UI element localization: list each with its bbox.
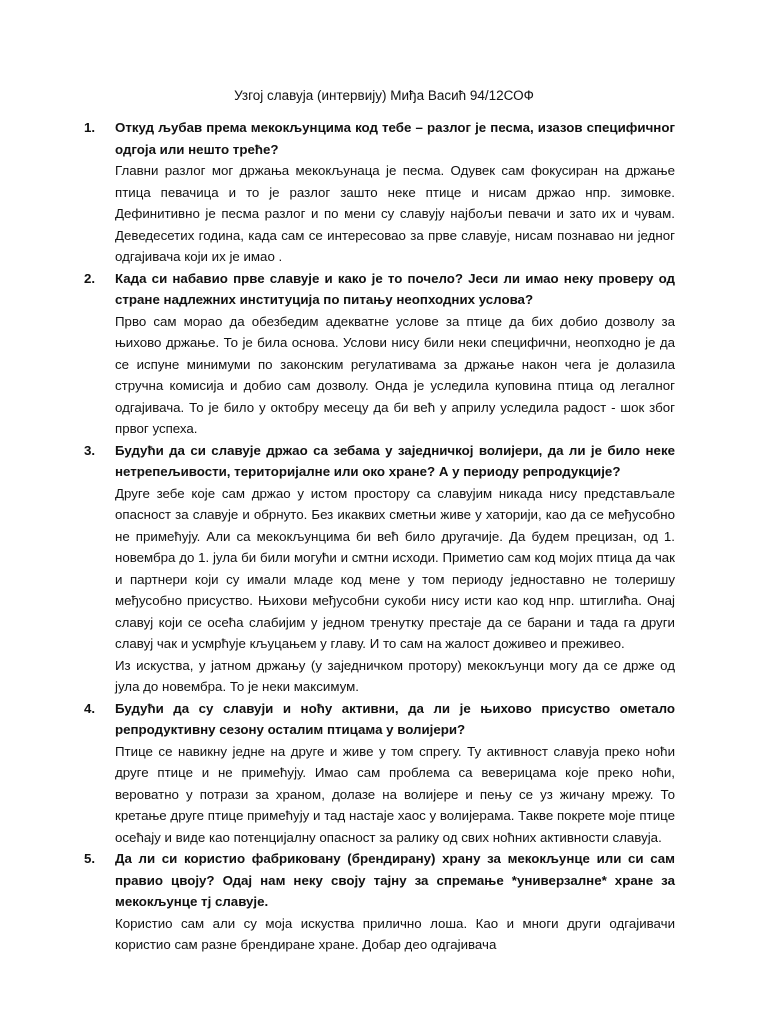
- list-item: [84, 848, 675, 952]
- question: Када си набавио прве славује и како је то почело? Јеси ли имао неку проверу од стране надлежних институција по питању неопходних услова?: [115, 270, 675, 307]
- question: Откуд љубав према мекокљунцима код тебе – разлог је песма, изазов специфичног одгоја или нешто треће?: [115, 120, 675, 157]
- item-number: 3.: [84, 442, 96, 458]
- question: Будући да си славује држао са зебама у заједничкој волијери, да ли је било неке нетрепељивости, територијалне или око хране? А у периоду репродукције?: [115, 442, 675, 479]
- item-number: 4.: [84, 700, 96, 716]
- document-title: Узгој славуја (интервију) Миђа Васић 94/12СОФ: [234, 88, 534, 103]
- answer-paragraph: Прво сам морао да обезбедим адекватне услове за птице да бих добио дозволу за њихово држање. То је била основа. Услови нису били неки специфични, неопходно је да се испуне минимуми по законским регулативама за држање након чега је долазила стручна комисија и добио сам дозволу. Онда је уследила куповина птица од легалног одгајивача. То је било у октобру месецу да би већ у априлу уследила радост - шок због првог успеха.: [115, 313, 675, 436]
- item-number: 2.: [84, 270, 96, 286]
- item-number: 5.: [84, 851, 96, 866]
- interview-list: [84, 117, 675, 952]
- list-item: [84, 698, 675, 849]
- answer-paragraph: Птице се навикну једне на друге и живе у том спрегу. Ту активност славуја преко ноћи друге птице и не примећују. Имао сам проблема са веверицама које преко ноћи, вероватно у потрази за храном, долазе на волијере и пењу се уз жичану мрежу. То кретање друге птице примећују и тад настаје хаос у волијерама. Такве покрете моје птице осећају и виде као потенцијалну опасност за ралику од свих ноћних активности славуја.: [115, 743, 675, 845]
- list-item: [84, 268, 675, 440]
- answer-paragraph: Из искуства, у јатном држању (у заједничком протору) мекокљунци могу да се држе од јула до новембра. То је неки максимум.: [115, 657, 675, 694]
- list-item: [84, 440, 675, 698]
- question: Будући да су славуји и ноћу активни, да ли је њихово присуство ометало репродуктивну сезону осталим птицама у волијери?: [115, 700, 675, 737]
- item-number: 1.: [84, 120, 96, 135]
- answer-paragraph: Главни разлог мог држања мекокљунаца је песма. Одувек сам фокусиран на држање птица певачица и то је разлог зашто неке птице и нисам држао нпр. зимовке. Дефинитивно је песма разлог и по мени су славују најбољи певачи и зато их и чувам. Деведесетих година, када сам се интересовао за прве славује, нисам познавао ни једног одгајивача који их је имао .: [115, 163, 675, 264]
- question: Да ли си користио фабриковану (брендирану) храну за мекокљунце или си сам правио цвоју? Одај нам неку своју тајну за спремање *универзалне* хране за мекокљунце тј славује.: [115, 851, 675, 909]
- answer-paragraph: Друге зебе које сам држао у истом простору са славујим никада нису представљале опасност за славује и обрнуто. Без икаквих сметњи живе у хаторији, као да се међусобно не примећују. Али са мекокљунцима би већ било другачије. Да будем прецизан, од 1. новембра до 1. јула би били могући и смтни исходи. Приметио сам код мојих птица да чак и партнери који су имали младе код мене у том периоду једноставно не толеришу међусобно присуство. Њихови међусобни сукоби нису исти као код нпр. штиглића. Онај славуј који се осећа слабијим у једном тренутку престаје да се барани и тада га други славуј чак и усмрћује кљуцањем у главу. И то сам на жалост доживео и преживео.: [115, 485, 675, 651]
- list-item: [84, 117, 675, 268]
- answer-paragraph: Користио сам али су моја искуства прилично лоша. Као и многи други одгајивачи користио сам разне брендиране хране. Добар део одгајивача: [115, 915, 675, 952]
